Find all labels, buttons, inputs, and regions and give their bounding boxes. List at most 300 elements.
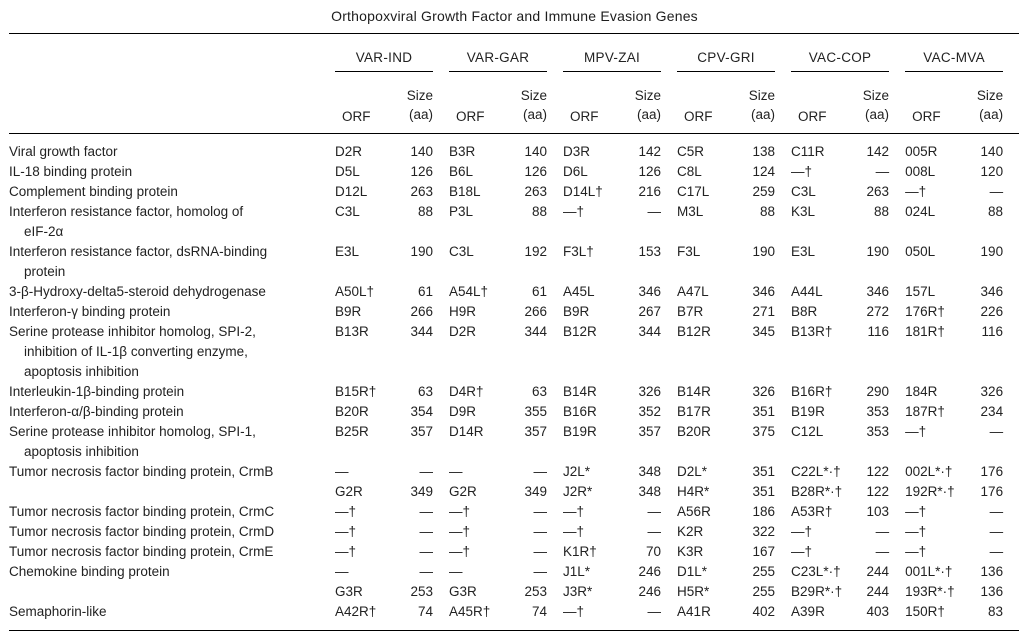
row-label-line: Chemokine binding protein (9, 564, 170, 579)
group-label: CPV-GRI (677, 50, 775, 72)
size-unit-label: (aa) (751, 107, 776, 122)
orf-cell: B16R (563, 404, 597, 419)
group-label: VAC-MVA (905, 50, 1003, 72)
size-cell: — (647, 204, 662, 219)
orf-cell: —† (791, 544, 813, 559)
size-cell: — (419, 524, 434, 539)
size-cell: — (875, 164, 890, 179)
size-cell: 263 (410, 184, 434, 199)
orf-cell: D2R (449, 324, 477, 339)
orf-cell: 001L*·† (905, 564, 953, 579)
orf-cell: C3L (335, 204, 360, 219)
size-cell: — (647, 604, 662, 619)
group-label: VAR-GAR (449, 50, 547, 72)
orf-cell: A41R (677, 604, 711, 619)
row-label-line: Interferon-α/β-binding protein (9, 404, 184, 419)
row-label-continuation: inhibition of IL-1β converting enzyme, (24, 344, 248, 359)
orf-cell: B13R (335, 324, 369, 339)
size-cell: 326 (980, 384, 1004, 399)
size-cell: — (875, 544, 890, 559)
orf-cell: B6L (449, 164, 474, 179)
orf-cell: 157L (905, 284, 936, 299)
orf-cell: 181R† (905, 324, 945, 339)
row-label-line: IL-18 binding protein (9, 164, 133, 179)
size-cell: 216 (638, 184, 662, 199)
group-label: MPV-ZAI (563, 50, 661, 72)
size-cell: 103 (866, 504, 890, 519)
orf-cell: F3L† (563, 244, 594, 259)
size-column-header (967, 72, 1019, 134)
size-cell: — (989, 544, 1004, 559)
orf-cell: D9R (449, 404, 477, 419)
orf-cell: A54L† (449, 284, 489, 299)
row-label (9, 482, 335, 502)
size-cell: 122 (866, 484, 890, 499)
size-cell: 349 (524, 484, 548, 499)
orf-cell: 176R† (905, 304, 945, 319)
orf-cell: — (335, 464, 349, 479)
orf-cell: —† (905, 184, 927, 199)
row-label-line: Interferon resistance factor, dsRNA-binding (9, 244, 268, 259)
orf-cell: B9R (563, 304, 590, 319)
size-cell: — (647, 504, 662, 519)
size-cell: — (989, 424, 1004, 439)
table-row (9, 462, 1019, 482)
size-cell: 61 (417, 284, 434, 299)
orf-cell: —† (905, 424, 927, 439)
orf-cell: A50L† (335, 284, 375, 299)
size-cell: 402 (752, 604, 776, 619)
orf-cell: —† (449, 504, 471, 519)
table-row (9, 502, 1019, 522)
table-row (9, 402, 1019, 422)
orf-cell: D3R (563, 144, 591, 159)
orf-column-header: ORF (905, 72, 967, 134)
orf-cell: —† (791, 164, 813, 179)
table-row (9, 202, 1019, 242)
size-label: Size (520, 88, 548, 103)
size-cell: 253 (410, 584, 434, 599)
row-label (9, 502, 335, 522)
group-header-var-ind (335, 34, 449, 73)
size-cell: 346 (866, 284, 890, 299)
size-cell: 70 (646, 544, 662, 559)
row-label-line: Interferon resistance factor, homolog of (9, 204, 244, 219)
size-cell: — (647, 524, 662, 539)
size-cell: 176 (980, 484, 1004, 499)
orf-cell: 008L (905, 164, 936, 179)
orf-cell: D4R† (449, 384, 484, 399)
orf-cell: — (449, 464, 463, 479)
size-cell: — (989, 504, 1004, 519)
size-cell: 244 (866, 564, 890, 579)
size-cell: 271 (752, 304, 776, 319)
orf-cell: — (449, 564, 463, 579)
size-cell: 259 (752, 184, 776, 199)
size-column-header (625, 72, 677, 134)
size-cell: — (419, 564, 434, 579)
row-label-continuation: protein (24, 264, 66, 279)
size-cell: 353 (866, 424, 890, 439)
size-cell: 116 (981, 324, 1004, 339)
size-cell: 345 (752, 324, 776, 339)
orf-cell: C3L (791, 184, 816, 199)
size-cell: 253 (524, 584, 548, 599)
size-cell: 403 (866, 604, 890, 619)
row-label (9, 582, 335, 602)
size-cell: 124 (752, 164, 776, 179)
size-cell: 122 (866, 464, 890, 479)
size-cell: 136 (980, 564, 1004, 579)
orf-cell: — (335, 564, 349, 579)
size-cell: — (989, 524, 1004, 539)
size-cell: 190 (866, 244, 890, 259)
table-row (9, 322, 1019, 382)
size-cell: 226 (980, 304, 1004, 319)
orf-cell: C3L (449, 244, 474, 259)
size-unit-label: (aa) (409, 107, 434, 122)
orf-cell: 005R (905, 144, 938, 159)
group-header-mpv-zai (563, 34, 677, 73)
size-cell: 142 (638, 144, 662, 159)
size-cell: 344 (410, 324, 434, 339)
orf-cell: B14R (563, 384, 597, 399)
orf-cell: G3R (449, 584, 477, 599)
table-row (9, 582, 1019, 602)
size-cell: 88 (760, 204, 776, 219)
orf-column-header: ORF (791, 72, 853, 134)
orf-cell: —† (563, 504, 585, 519)
orf-cell: A53R† (791, 504, 833, 519)
orf-cell: B28R*·† (791, 484, 843, 499)
size-cell: 138 (752, 144, 776, 159)
row-label (9, 422, 335, 462)
row-label (9, 182, 335, 202)
size-column-header (511, 72, 563, 134)
row-label-line: Tumor necrosis factor binding protein, CrmD (9, 524, 275, 539)
size-cell: 176 (980, 464, 1004, 479)
size-cell: 116 (867, 324, 890, 339)
table-row (9, 242, 1019, 282)
size-label: Size (406, 88, 434, 103)
orf-cell: B14R (677, 384, 711, 399)
orf-cell: H4R* (677, 484, 710, 499)
group-header-vac-mva (905, 34, 1019, 73)
size-cell: — (419, 464, 434, 479)
size-cell: 192 (524, 244, 548, 259)
orf-cell: D5L (335, 164, 360, 179)
size-cell: — (419, 544, 434, 559)
size-cell: 266 (410, 304, 434, 319)
orf-cell: B20R (677, 424, 711, 439)
orf-cell: —† (791, 524, 813, 539)
orf-cell: D1L* (677, 564, 708, 579)
size-cell: 326 (752, 384, 776, 399)
size-cell: — (533, 544, 548, 559)
orf-cell: K1R† (563, 544, 597, 559)
size-cell: 167 (752, 544, 776, 559)
size-cell: 267 (638, 304, 662, 319)
size-cell: 351 (752, 404, 776, 419)
orf-cell: 187R† (905, 404, 945, 419)
orf-cell: —† (563, 204, 585, 219)
orf-cell: 002L*·† (905, 464, 953, 479)
row-label (9, 402, 335, 422)
orf-cell: F3L (677, 244, 701, 259)
size-cell: 357 (638, 424, 662, 439)
row-label-line: Serine protease inhibitor homolog, SPI-2, (9, 324, 256, 339)
row-label (9, 542, 335, 562)
orf-cell: B13R† (791, 324, 833, 339)
size-cell: 351 (752, 484, 776, 499)
size-cell: 126 (638, 164, 662, 179)
size-cell: — (533, 564, 548, 579)
orf-cell: 024L (905, 204, 936, 219)
orf-cell: —† (563, 524, 585, 539)
size-label: Size (862, 88, 890, 103)
size-label: Size (634, 88, 662, 103)
orf-cell: P3L (449, 204, 474, 219)
orf-cell: D6L (563, 164, 588, 179)
orf-cell: D14L† (563, 184, 603, 199)
size-cell: 375 (752, 424, 776, 439)
orf-cell: E3L (335, 244, 360, 259)
corner-spacer (9, 72, 335, 134)
table-row (9, 542, 1019, 562)
size-cell: 88 (874, 204, 890, 219)
size-cell: 322 (752, 524, 776, 539)
size-cell: 346 (980, 284, 1004, 299)
table-title: Orthopoxviral Growth Factor and Immune Evasion Genes (331, 8, 698, 24)
orf-cell: G2R (449, 484, 477, 499)
row-label-continuation: apoptosis inhibition (24, 364, 139, 379)
size-cell: 136 (980, 584, 1004, 599)
size-cell: 142 (866, 144, 890, 159)
size-cell: 348 (638, 484, 662, 499)
row-label-line: Tumor necrosis factor binding protein, CrmC (9, 504, 275, 519)
group-header-vac-cop (791, 34, 905, 73)
size-cell: 344 (638, 324, 662, 339)
orf-cell: B25R (335, 424, 369, 439)
table-row (9, 522, 1019, 542)
orf-cell: M3L (677, 204, 704, 219)
orf-cell: C17L (677, 184, 710, 199)
size-cell: 357 (410, 424, 434, 439)
orf-column-header: ORF (449, 72, 511, 134)
size-cell: 354 (410, 404, 434, 419)
size-cell: 140 (524, 144, 548, 159)
size-label: Size (976, 88, 1004, 103)
row-label-line: 3-β-Hydroxy-delta5-steroid dehydrogenase (9, 284, 266, 299)
size-cell: 88 (532, 204, 548, 219)
row-label-line: Complement binding protein (9, 184, 178, 199)
orf-cell: B12R (677, 324, 711, 339)
size-column-header (739, 72, 791, 134)
size-cell: 74 (532, 604, 548, 619)
row-label-continuation: eIF-2α (24, 224, 64, 239)
size-cell: 349 (410, 484, 434, 499)
orf-cell: B7R (677, 304, 704, 319)
size-cell: 355 (524, 404, 548, 419)
size-cell: 255 (752, 584, 776, 599)
orf-cell: 184R (905, 384, 938, 399)
size-unit-label: (aa) (523, 107, 548, 122)
group-label: VAC-COP (791, 50, 889, 72)
row-label (9, 562, 335, 582)
orf-cell: B8R (791, 304, 818, 319)
corner-spacer (9, 34, 335, 73)
size-cell: 357 (524, 424, 548, 439)
orf-cell: —† (335, 544, 357, 559)
size-cell: 255 (752, 564, 776, 579)
orf-cell: E3L (791, 244, 816, 259)
orf-cell: —† (449, 524, 471, 539)
orf-cell: B29R*·† (791, 584, 843, 599)
orf-cell: K3R (677, 544, 704, 559)
size-cell: 346 (752, 284, 776, 299)
size-cell: 190 (980, 244, 1004, 259)
table-row (9, 134, 1019, 163)
size-cell: — (419, 504, 434, 519)
row-label-line: Semaphorin-like (9, 604, 107, 619)
orf-cell: G3R (335, 584, 363, 599)
size-cell: 353 (866, 404, 890, 419)
orf-cell: C22L*·† (791, 464, 841, 479)
size-cell: 83 (988, 604, 1004, 619)
orf-cell: A45R† (449, 604, 491, 619)
orf-cell: H5R* (677, 584, 710, 599)
orf-cell: 050L (905, 244, 936, 259)
orf-cell: B17R (677, 404, 711, 419)
size-cell: 153 (638, 244, 662, 259)
size-cell: 246 (638, 584, 662, 599)
group-label: VAR-IND (335, 50, 433, 72)
orf-cell: —† (905, 504, 927, 519)
row-label (9, 462, 335, 482)
orf-cell: 193R*·† (905, 584, 955, 599)
orf-cell: 150R† (905, 604, 945, 619)
size-cell: 263 (866, 184, 890, 199)
size-cell: 348 (638, 464, 662, 479)
row-label (9, 242, 335, 282)
size-cell: 126 (524, 164, 548, 179)
size-cell: 290 (866, 384, 890, 399)
size-cell: 63 (417, 384, 434, 399)
table-row (9, 382, 1019, 402)
size-cell: 190 (752, 244, 776, 259)
size-cell: 61 (532, 284, 548, 299)
orf-cell: B3R (449, 144, 476, 159)
size-cell: 74 (417, 604, 434, 619)
size-cell: 63 (532, 384, 548, 399)
size-cell: — (989, 184, 1004, 199)
size-cell: 352 (638, 404, 662, 419)
row-label (9, 162, 335, 182)
group-header-cpv-gri (677, 34, 791, 73)
orf-cell: C5R (677, 144, 705, 159)
orf-cell: D2L* (677, 464, 708, 479)
size-unit-label: (aa) (979, 107, 1004, 122)
row-label (9, 282, 335, 302)
size-cell: 272 (866, 304, 890, 319)
orf-cell: —† (449, 544, 471, 559)
size-cell: 140 (410, 144, 434, 159)
orf-cell: J2R* (563, 484, 593, 499)
table-row (9, 182, 1019, 202)
orf-column-header: ORF (677, 72, 739, 134)
orf-cell: H9R (449, 304, 477, 319)
orf-cell: C11R (791, 144, 825, 159)
orf-cell: 192R*·† (905, 484, 955, 499)
orf-cell: B16R† (791, 384, 833, 399)
size-cell: 186 (752, 504, 776, 519)
size-cell: — (533, 524, 548, 539)
size-cell: 246 (638, 564, 662, 579)
orf-cell: B20R (335, 404, 369, 419)
orf-cell: A39R (791, 604, 825, 619)
orf-cell: B18L (449, 184, 481, 199)
orf-cell: A45L (563, 284, 595, 299)
table-row (9, 282, 1019, 302)
orf-cell: B19R (791, 404, 825, 419)
orf-cell: A42R† (335, 604, 377, 619)
gene-table (9, 33, 1019, 631)
orf-cell: —† (335, 504, 357, 519)
orf-cell: J3R* (563, 584, 593, 599)
size-cell: — (875, 524, 890, 539)
row-label-line: Tumor necrosis factor binding protein, CrmB (9, 464, 274, 479)
row-label (9, 522, 335, 542)
orf-cell: C23L*·† (791, 564, 841, 579)
row-label-line: Viral growth factor (9, 144, 118, 159)
row-label-line: Interferon-γ binding protein (9, 304, 171, 319)
group-header-var-gar (449, 34, 563, 73)
size-cell: 88 (417, 204, 434, 219)
table-row (9, 302, 1019, 322)
size-label: Size (748, 88, 776, 103)
size-cell: 88 (988, 204, 1004, 219)
row-label (9, 302, 335, 322)
table-row (9, 422, 1019, 462)
row-label-line: Serine protease inhibitor homolog, SPI-1, (9, 424, 256, 439)
table-row (9, 162, 1019, 182)
size-unit-label: (aa) (637, 107, 662, 122)
row-label (9, 382, 335, 402)
orf-cell: A56R (677, 504, 711, 519)
orf-cell: J2L* (563, 464, 591, 479)
table-row (9, 602, 1019, 631)
size-cell: 263 (524, 184, 548, 199)
orf-cell: A44L (791, 284, 823, 299)
orf-cell: —† (905, 524, 927, 539)
size-cell: 326 (638, 384, 662, 399)
size-cell: 190 (410, 244, 434, 259)
row-label (9, 134, 335, 163)
size-cell: 120 (980, 164, 1004, 179)
subheader-row (9, 72, 1019, 134)
orf-cell: B9R (335, 304, 362, 319)
size-cell: 244 (866, 584, 890, 599)
size-column-header (853, 72, 905, 134)
size-cell: — (533, 504, 548, 519)
orf-cell: —† (905, 544, 927, 559)
size-cell: 234 (980, 404, 1004, 419)
size-cell: 266 (524, 304, 548, 319)
row-label (9, 202, 335, 242)
orf-cell: K3L (791, 204, 816, 219)
table-row (9, 482, 1019, 502)
orf-cell: B15R† (335, 384, 377, 399)
